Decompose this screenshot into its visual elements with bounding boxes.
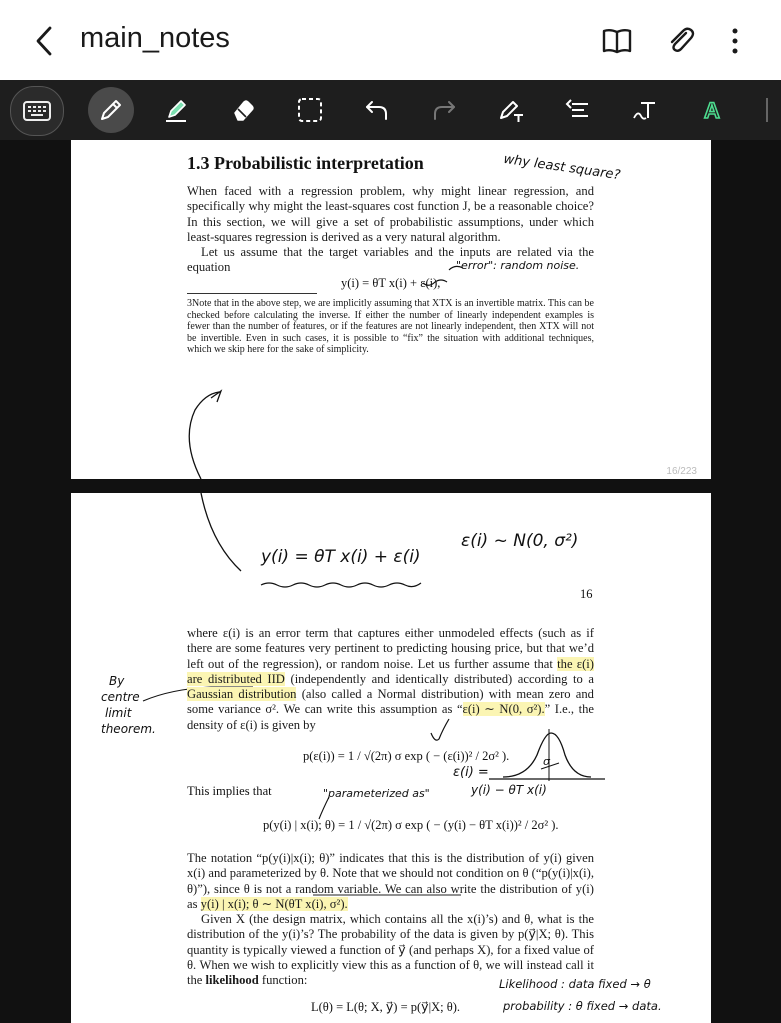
eq-exp: exp ( − (ε(i))² / 2σ² ).	[404, 749, 510, 763]
toolbar-overflow-divider	[766, 98, 768, 122]
footnote: 3Note that in the above step, we are implicitly assuming that XTX is an invertible matrix. This can be checked before calculating the inverse. If either the number of linearly independent examples is fewer than the number of features, or if the features are not linearly independent, then XTX will not be invertible. Even in such cases, it is possible to “fix” the situation with additional techniques, which we skip here for the sake of simplicity.	[187, 298, 594, 356]
eq-exp: exp ( − (y(i) − θT x(i))² / 2σ² ).	[405, 818, 559, 832]
note-model: y(i) = θT x(i) + ε(i)	[261, 547, 421, 567]
eq-lhs: p(y(i) | x(i); θ) =	[263, 818, 346, 832]
text-run: (also called a Normal distribution) with mean zero and some variance σ². We can write this assumption as “	[187, 687, 594, 717]
undo-button[interactable]	[356, 89, 398, 131]
pen-toolbar	[0, 80, 781, 140]
text-run: . We can also write the distribution of y(i) as	[187, 881, 594, 911]
more-vert-icon[interactable]	[718, 24, 752, 58]
note-residual: y(i) − θT x(i)	[471, 783, 547, 797]
note-likelihood: Likelihood : data fixed → θ	[499, 977, 651, 991]
text-align-button[interactable]	[557, 89, 599, 131]
note-line: By	[109, 674, 125, 688]
note-error-noise: "error": random noise.	[456, 259, 580, 272]
keyboard-button[interactable]	[10, 86, 64, 136]
underlined-text: θ is not a random variable	[243, 881, 379, 896]
text-run: function:	[258, 973, 308, 988]
note-probability: probability : θ fixed → data.	[503, 999, 662, 1013]
note-line: limit	[105, 706, 132, 720]
text-run: The notation “p(y(i)|x(i); θ)” indicates that this is the distribution of y(i) given x(i) and parameterized by θ. Note that we should not condition on θ (“p(y(i)|x(i), θ)”), since	[187, 851, 594, 896]
undo-icon	[363, 96, 391, 124]
page-counter: 16/223	[666, 466, 697, 477]
note-why-least-square: why least square?	[502, 151, 622, 184]
svg-text:A: A	[704, 98, 720, 123]
ink-strokes-page1	[71, 140, 711, 479]
density-equation	[303, 749, 509, 764]
ai-assist-icon	[698, 96, 726, 124]
note-epsilon: ε(i) =	[453, 765, 489, 780]
note-line: theorem.	[101, 722, 156, 736]
note-title: main_notes	[80, 22, 230, 54]
redo-icon	[430, 96, 458, 124]
paperclip-icon[interactable]	[664, 24, 698, 58]
paragraph	[187, 851, 594, 912]
pen-tool-button[interactable]	[88, 87, 134, 133]
text-run: Given X (the design matrix, which contains all the x(i)’s) and θ, what is the distribution of the y(i)’s? The probability of the data is given by p(y⃗|X; θ). This quantity is typically viewed a function of y⃗ (and perhaps X), for a fixed value of θ. When we wish to explicitly view this as a function of θ, we will instead call it the	[187, 912, 594, 988]
eq-lhs: p(ε(i)) =	[303, 749, 345, 763]
text-run: ” I.e., the density of ε(i) is given by	[187, 702, 594, 732]
model-equation: y(i) = θT x(i) + ε(i),	[341, 276, 441, 290]
highlighter-tool-button[interactable]	[155, 89, 197, 131]
app-header	[0, 0, 781, 80]
pen-to-text-button[interactable]	[490, 89, 532, 131]
highlight: Gaussian distribution	[187, 687, 297, 702]
paragraph: Let us assume that the target variables and the inputs are related via the equation	[187, 245, 594, 275]
eq-fraction: 1 / √(2π) σ	[348, 818, 402, 832]
lasso-select-button[interactable]	[289, 89, 331, 131]
highlighter-icon	[162, 96, 190, 124]
ai-assist-button[interactable]	[691, 89, 733, 131]
back-arrow-icon[interactable]	[28, 22, 62, 60]
eraser-tool-button[interactable]	[222, 89, 264, 131]
eq-fraction: 1 / √(2π) σ	[347, 749, 402, 763]
text-run: (independently and identically distributed) according to a	[284, 671, 594, 686]
highlight: the ε(i) are distributed IID	[187, 656, 594, 686]
book-icon[interactable]	[600, 24, 634, 58]
pdf-page-16	[71, 493, 711, 1023]
redo-button[interactable]	[423, 89, 465, 131]
text-box-button[interactable]	[624, 89, 666, 131]
pen-icon	[97, 96, 125, 124]
bold-term: likelihood	[205, 973, 259, 988]
page2-body	[187, 626, 594, 733]
highlight: ε(i) ∼ N(0, σ²).	[462, 702, 545, 717]
note-central-limit	[101, 673, 161, 737]
likelihood-equation: L(θ) = L(θ; X, y⃗) = p(y⃗|X; θ).	[311, 1000, 460, 1014]
note-line: centre	[101, 690, 140, 704]
page-number: 16	[580, 587, 593, 601]
pdf-page-15	[71, 140, 711, 479]
highlight: y(i) | x(i); θ ∼ N(θT x(i), σ²).	[200, 896, 348, 911]
paragraph	[187, 626, 594, 733]
keyboard-icon	[22, 100, 52, 122]
section-heading: 1.3 Probabilistic interpretation	[187, 153, 424, 173]
note-sigma: σ	[543, 755, 550, 768]
text-box-icon	[631, 96, 659, 124]
note-noise-distribution: ε(i) ~ N(0, σ²)	[461, 531, 579, 551]
paragraph: When faced with a regression problem, why might linear regression, and specifically why might the least-squares cost function J, be a reasonable choice? In this section, we will give a set of probabilistic assumptions, under which least-squares regression is derived as a very natural algorithm.	[187, 184, 594, 244]
pen-to-text-icon	[497, 96, 525, 124]
implies-line: This implies that	[187, 784, 272, 798]
note-parameterized: "parameterized as"	[323, 787, 430, 800]
lasso-select-icon	[296, 96, 324, 124]
conditional-equation	[263, 818, 559, 833]
text-align-icon	[564, 96, 592, 124]
page2-body-2	[187, 851, 594, 989]
eraser-icon	[229, 96, 257, 124]
text-run: where ε(i) is an error term that captures either unmodeled effects (such as if there are some features very pertinent to predicting housing price, but that we’d left out of the regression), or random noise. Let us further assume that	[187, 626, 594, 671]
